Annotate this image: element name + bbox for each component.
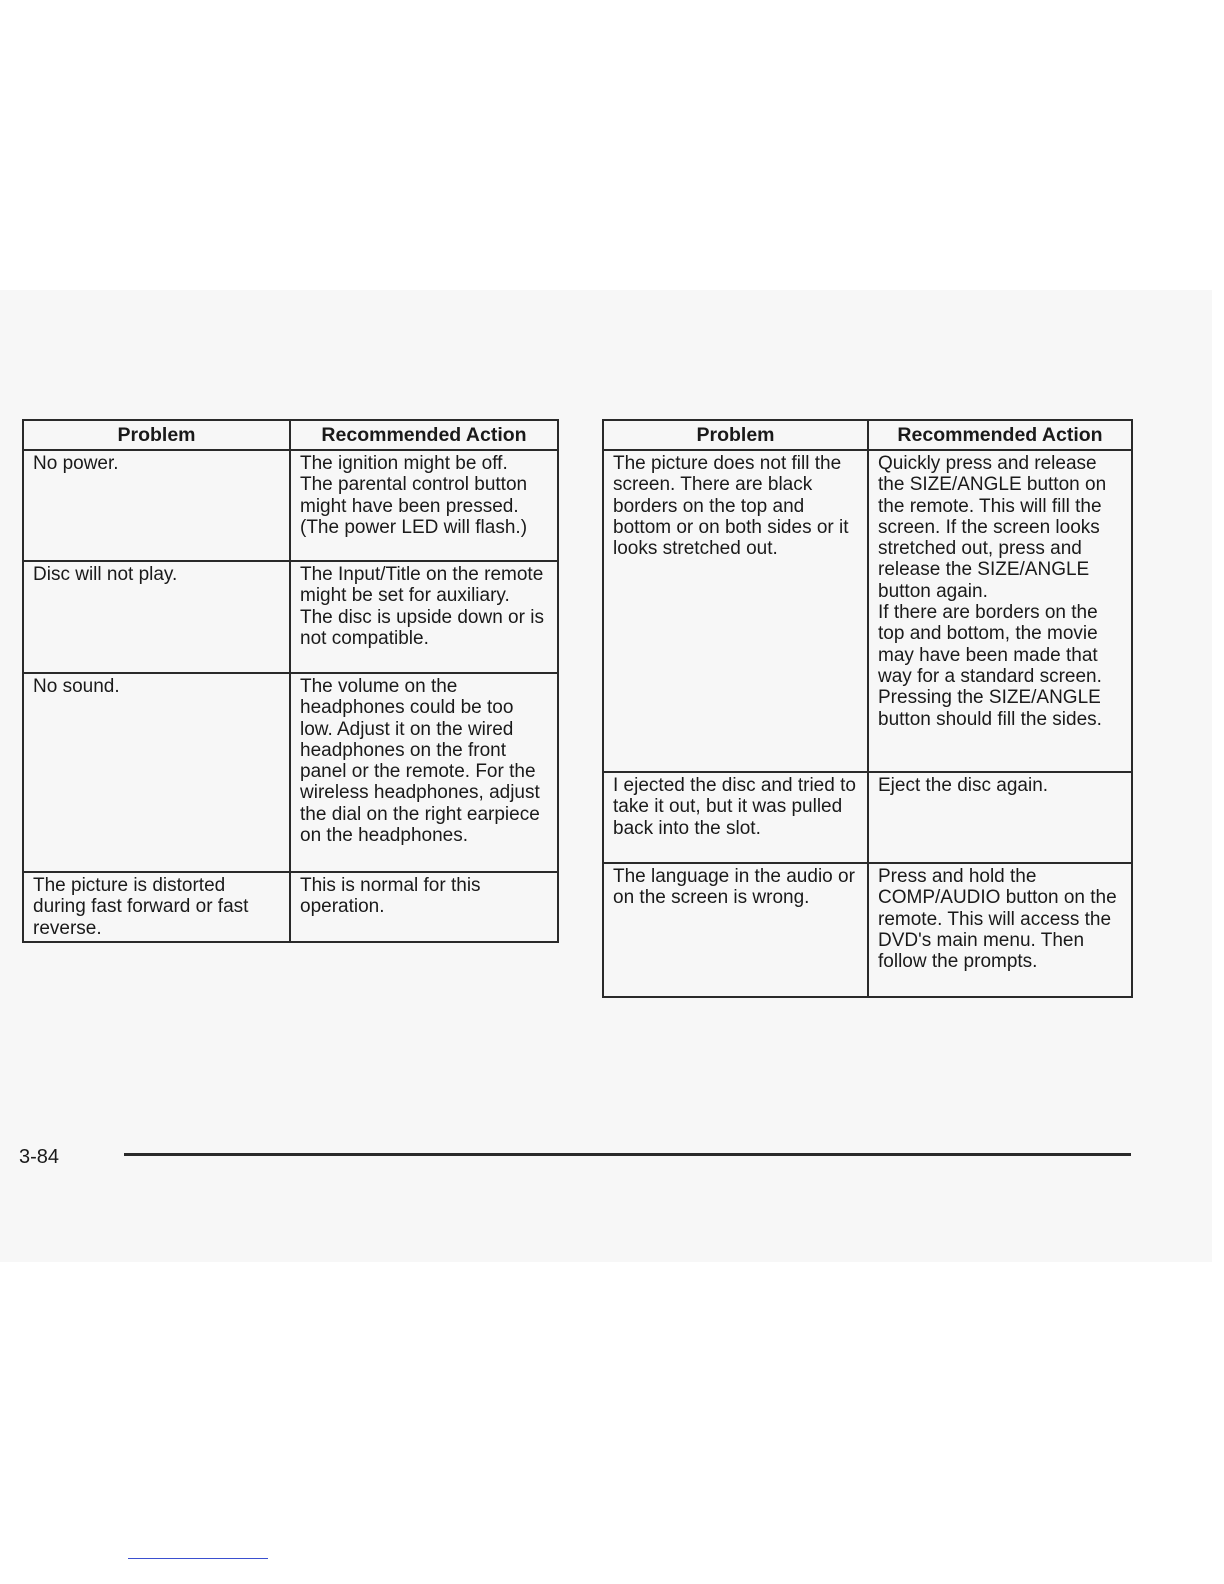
problem-cell bbox=[23, 561, 290, 673]
table-row bbox=[23, 450, 558, 561]
problem-cell bbox=[23, 673, 290, 872]
action-text: This is normal for this operation. bbox=[300, 875, 481, 918]
problem-text: No power. bbox=[33, 453, 119, 474]
header-recommended-action: Recommended Action bbox=[868, 420, 1132, 450]
problem-text: The picture does not fill the screen. There are black borders on the top and bottom or on both sides or it looks stretched out. bbox=[613, 453, 849, 560]
problem-text: No sound. bbox=[33, 676, 120, 697]
action-cell bbox=[290, 673, 558, 872]
action-text: Press and hold the COMP/AUDIO button on the remote. This will access the DVD's main menu. Then follow the prompts. bbox=[878, 866, 1117, 973]
table-header-row bbox=[23, 420, 558, 450]
problem-cell bbox=[603, 450, 868, 772]
action-text: The volume on the headphones could be too low. Adjust it on the wired headphones on the front panel or the remote. For the wireless headphones, adjust the dial on the right earpiece on the headphones. bbox=[300, 676, 540, 847]
header-problem: Problem bbox=[23, 420, 290, 450]
problem-cell bbox=[603, 863, 868, 997]
table-row bbox=[23, 561, 558, 673]
problem-text: The language in the audio or on the screen is wrong. bbox=[613, 866, 855, 909]
action-cell bbox=[868, 450, 1132, 772]
action-cell bbox=[290, 872, 558, 942]
table-row bbox=[23, 872, 558, 942]
table-row bbox=[603, 863, 1132, 997]
problem-text: Disc will not play. bbox=[33, 564, 178, 585]
action-text: Quickly press and release the SIZE/ANGLE button on the remote. This will fill the screen. If the screen looks stretched out, press and release the SIZE/ANGLE button again. If there are borders on the top and bottom, the movie may have been made that way for a standard screen. Pressing the SIZE/ANGLE button should fill the sides. bbox=[878, 453, 1107, 730]
problem-cell bbox=[603, 772, 868, 863]
troubleshooting-table-left bbox=[22, 419, 559, 943]
action-text: The Input/Title on the remote might be set for auxiliary. The disc is upside down or is not compatible. bbox=[300, 564, 544, 649]
action-text: Eject the disc again. bbox=[878, 775, 1049, 796]
problem-text: The picture is distorted during fast forward or fast reverse. bbox=[33, 875, 249, 939]
footer-rule bbox=[124, 1153, 1131, 1156]
header-problem: Problem bbox=[603, 420, 868, 450]
bottom-link-underline bbox=[128, 1558, 268, 1559]
action-cell bbox=[868, 863, 1132, 997]
action-cell bbox=[290, 561, 558, 673]
problem-text: I ejected the disc and tried to take it out, but it was pulled back into the slot. bbox=[613, 775, 856, 839]
header-recommended-action: Recommended Action bbox=[290, 420, 558, 450]
table-header-row bbox=[603, 420, 1132, 450]
problem-cell bbox=[23, 872, 290, 942]
action-cell bbox=[290, 450, 558, 561]
problem-cell bbox=[23, 450, 290, 561]
page-number: 3-84 bbox=[19, 1146, 60, 1168]
action-cell bbox=[868, 772, 1132, 863]
table-row bbox=[603, 772, 1132, 863]
table-row bbox=[603, 450, 1132, 772]
action-text: The ignition might be off. The parental control button might have been pressed. (The power LED will flash.) bbox=[300, 453, 528, 538]
troubleshooting-table-right bbox=[602, 419, 1133, 998]
table-row bbox=[23, 673, 558, 872]
